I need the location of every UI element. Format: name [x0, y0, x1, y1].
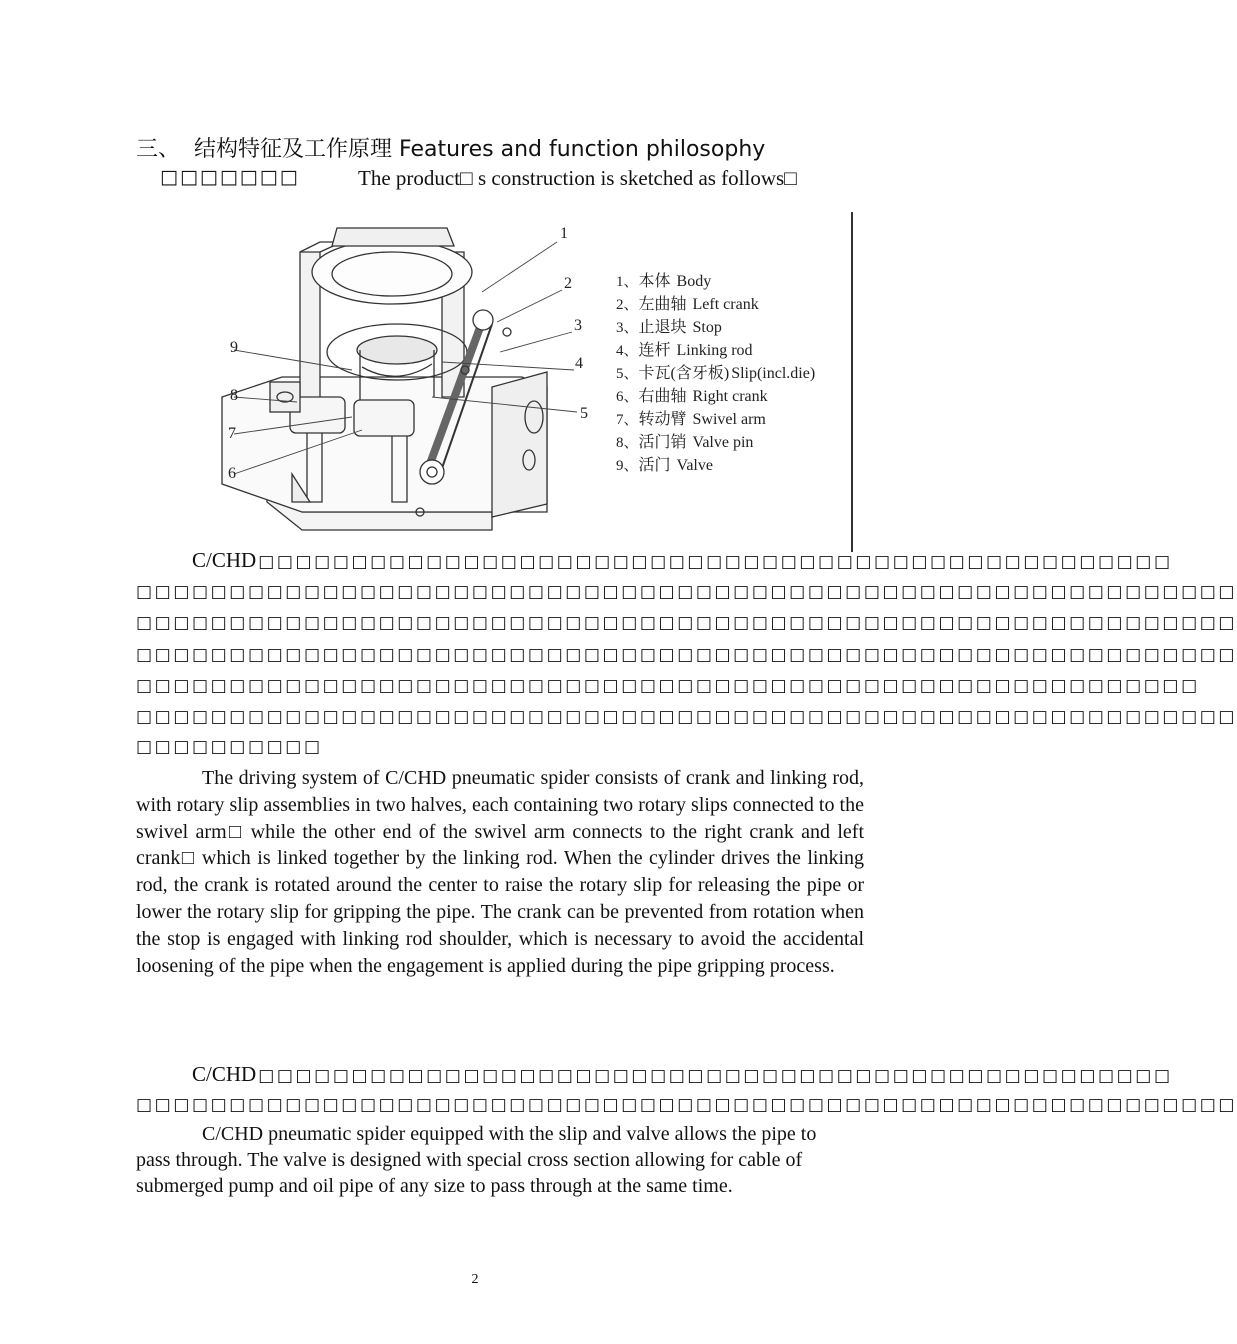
callout-4: 4 [575, 355, 583, 372]
subheading-cn: □□□□□□□ [160, 166, 300, 188]
legend-en: Valve pin [692, 434, 754, 451]
legend-cn: 左曲轴 [638, 296, 687, 313]
cn-text: □□□□□□□□□□□□□□□□□□□□□□□□□□□□□□□□□□□□□□□□□□□□□□□□□ [258, 1066, 1173, 1086]
legend-cn: 止退块 [638, 319, 687, 336]
legend-item-1 [616, 272, 711, 290]
legend-en: Body [676, 273, 712, 290]
legend-item-8 [616, 433, 753, 451]
cn-block-2-lead: C/CHD [192, 1062, 257, 1086]
callout-2: 2 [564, 275, 572, 292]
legend-num: 6、 [616, 389, 639, 405]
callout-7: 7 [228, 425, 236, 442]
legend-item-6 [616, 387, 768, 405]
legend-cn: 本体 [638, 273, 671, 290]
construction-figure [192, 212, 816, 552]
figure-border-rule [851, 212, 853, 552]
legend-cn: 连杆 [638, 342, 671, 359]
english-paragraph-2 [136, 1121, 836, 1199]
legend-num: 9、 [616, 458, 639, 474]
legend-en: Stop [692, 319, 722, 336]
english-paragraph-1 [136, 765, 864, 979]
cn-block-1-line-3: □□□□□□□□□□□□□□□□□□□□□□□□□□□□□□□□□□□□□□□□□□□□□□□□□□□□□□□□□□□ [136, 613, 1237, 633]
legend-num: 2、 [616, 297, 639, 313]
callout-3: 3 [574, 317, 582, 334]
cn-block-2-line-2: □□□□□□□□□□□□□□□□□□□□□□□□□□□□□□□□□□□□□□□□□□□□□□□□□□□□□□□□□□□ [136, 1095, 1237, 1115]
legend-cn: 卡瓦(含牙板) [638, 365, 730, 382]
subheading-en: The product□ s construction is sketched as follows□ [358, 166, 797, 190]
legend-item-4 [616, 341, 753, 359]
cn-block-2-line-1 [192, 1062, 1173, 1087]
legend-num: 7、 [616, 412, 639, 428]
section-heading [136, 132, 765, 163]
callout-6: 6 [228, 465, 236, 482]
legend-item-3 [616, 318, 722, 336]
section-number: 三、 [136, 137, 181, 162]
legend-cn: 转动臂 [638, 411, 687, 428]
legend-cn: 活门销 [638, 434, 687, 451]
cn-block-1-line-1 [192, 548, 1173, 573]
section-title: 结构特征及工作原理 Features and function philosophy [194, 137, 766, 162]
legend-en: Swivel arm [692, 411, 766, 428]
callout-1: 1 [560, 225, 568, 242]
callout-9: 9 [230, 339, 238, 356]
legend-en: Left crank [692, 296, 759, 313]
cn-block-1-line-2: □□□□□□□□□□□□□□□□□□□□□□□□□□□□□□□□□□□□□□□□□□□□□□□□□□□□□□□□□□□ [136, 582, 1237, 602]
legend-num: 5、 [616, 366, 639, 382]
english-paragraph-2-text: C/CHD pneumatic spider equipped with the slip and valve allows the pipe to pass through. The valve is designed with special cross section allowing for cable of submerged pump and oil pipe of any size to pass through at the same time. [136, 1123, 817, 1197]
page-number: 2 [471, 1272, 479, 1287]
legend-num: 4、 [616, 343, 639, 359]
cn-block-1-line-7: □□□□□□□□□□ [136, 737, 323, 757]
legend-num: 3、 [616, 320, 639, 336]
cn-text: □□□□□□□□□□□□□□□□□□□□□□□□□□□□□□□□□□□□□□□□□□□□□□□□□ [258, 552, 1173, 572]
legend-en: Valve [676, 457, 713, 474]
legend-item-5 [616, 364, 815, 382]
legend-en: Slip(incl.die) [731, 365, 816, 382]
cn-block-1-line-4: □□□□□□□□□□□□□□□□□□□□□□□□□□□□□□□□□□□□□□□□□□□□□□□□□□□□□□□□□□□ [136, 645, 1237, 665]
cn-block-1-lead: C/CHD [192, 548, 257, 572]
legend-en: Right crank [692, 388, 768, 405]
legend-item-9 [616, 456, 713, 474]
legend-cn: 活门 [638, 457, 671, 474]
legend-cn: 右曲轴 [638, 388, 687, 405]
callout-5: 5 [580, 405, 588, 422]
legend-en: Linking rod [676, 342, 753, 359]
cn-block-1-line-6: □□□□□□□□□□□□□□□□□□□□□□□□□□□□□□□□□□□□□□□□□□□□□□□□□□□□□□□□□□□ [136, 707, 1237, 727]
cn-block-1-line-5: □□□□□□□□□□□□□□□□□□□□□□□□□□□□□□□□□□□□□□□□□□□□□□□□□□□□□□□□□ [136, 676, 1200, 696]
callout-8: 8 [230, 387, 238, 404]
legend-num: 8、 [616, 435, 639, 451]
english-paragraph-1-text: The driving system of C/CHD pneumatic spider consists of crank and linking rod, with rotary slip assemblies in two halves, each containing two rotary slips connected to the swivel arm□ while the other end of the swivel arm connects to the right crank and left crank□ which is linked together by the linking rod. When the cylinder drives the linking rod, the crank is rotated around the center to raise the rotary slip for releasing the pipe or lower the rotary slip for gripping the pipe. The crank can be prevented from rotation when the stop is engaged with linking rod shoulder, which is necessary to avoid the accidental loosening of the pipe when the engagement is applied during the pipe gripping process. [136, 767, 864, 977]
legend-num: 1、 [616, 274, 639, 290]
